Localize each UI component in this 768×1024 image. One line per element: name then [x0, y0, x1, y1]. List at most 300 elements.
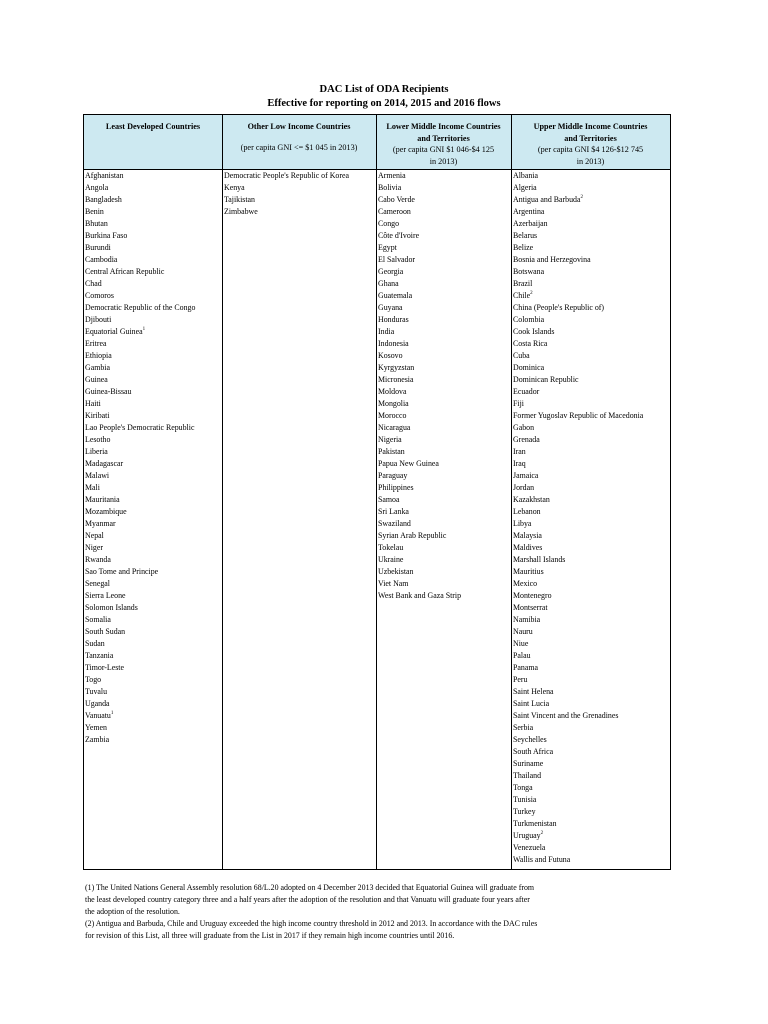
- country-item: [513, 722, 670, 734]
- country-item: [513, 554, 670, 566]
- country-name: Togo: [85, 675, 102, 684]
- country-item: [513, 446, 670, 458]
- country-item: [513, 290, 670, 302]
- country-name: Tunisia: [513, 795, 537, 804]
- country-name: South Africa: [513, 747, 554, 756]
- country-item: [513, 518, 670, 530]
- country-item: [378, 506, 511, 518]
- country-name: Micronesia: [378, 375, 414, 384]
- country-item: [378, 422, 511, 434]
- country-item: [513, 350, 670, 362]
- country-name: Cook Islands: [513, 327, 555, 336]
- country-item: [513, 434, 670, 446]
- country-item: [85, 446, 222, 458]
- country-item: [513, 206, 670, 218]
- country-item: [513, 590, 670, 602]
- country-name: Malaysia: [513, 531, 542, 540]
- country-name: Cambodia: [85, 255, 118, 264]
- country-item: [378, 350, 511, 362]
- country-item: [513, 482, 670, 494]
- country-item: [85, 374, 222, 386]
- country-item: [513, 302, 670, 314]
- country-name: Peru: [513, 675, 528, 684]
- country-item: [85, 170, 222, 182]
- country-name: Lao People's Democratic Republic: [85, 423, 195, 432]
- country-item: [378, 218, 511, 230]
- country-name: West Bank and Gaza Strip: [378, 591, 462, 600]
- country-name: Costa Rica: [513, 339, 548, 348]
- footnote-line: (1) The United Nations General Assembly resolution 68/L.20 adopted on 4 December 2013 decided that Equatorial Guinea will graduate from: [85, 883, 535, 892]
- country-name: Uzbekistan: [378, 567, 414, 576]
- country-item: [378, 242, 511, 254]
- country-item: [513, 410, 670, 422]
- country-item: [378, 278, 511, 290]
- country-name: Bangladesh: [85, 195, 122, 204]
- country-name: Guyana: [378, 303, 403, 312]
- country-item: [378, 470, 511, 482]
- country-item: [513, 338, 670, 350]
- country-item: [85, 242, 222, 254]
- country-name: China (People's Republic of): [513, 303, 605, 312]
- country-item: [85, 542, 222, 554]
- country-name: Solomon Islands: [85, 603, 138, 612]
- country-name: Sri Lanka: [378, 507, 409, 516]
- country-item: [85, 338, 222, 350]
- footnote-marker: 2: [580, 195, 583, 200]
- country-item: [513, 602, 670, 614]
- country-name: Mauritius: [513, 567, 544, 576]
- page-title: DAC List of ODA Recipients: [319, 84, 449, 95]
- country-item: [513, 386, 670, 398]
- country-name: Saint Vincent and the Grenadines: [513, 711, 619, 720]
- country-item: [378, 566, 511, 578]
- table-header: [84, 115, 670, 170]
- country-item: [85, 662, 222, 674]
- country-item: [85, 698, 222, 710]
- country-name: Bolivia: [378, 183, 402, 192]
- country-name: Ukraine: [378, 555, 404, 564]
- country-item: [513, 230, 670, 242]
- country-name: Papua New Guinea: [378, 459, 439, 468]
- country-item: [513, 542, 670, 554]
- country-item: [85, 566, 222, 578]
- country-name: Brazil: [513, 279, 533, 288]
- country-item: [85, 674, 222, 686]
- country-name: Democratic People's Republic of Korea: [224, 171, 349, 180]
- country-name: Argentina: [513, 207, 545, 216]
- country-item: [513, 242, 670, 254]
- header-lmic-threshold: (per capita GNI $1 046-$4 125: [392, 145, 495, 155]
- country-name: Cameroon: [378, 207, 411, 216]
- footnote-line: the least developed country category three and a half years after the adoption of the resolution and that Vanuatu will graduate four years after: [85, 895, 530, 904]
- country-name: Cabo Verde: [378, 195, 415, 204]
- country-item: [513, 782, 670, 794]
- country-item: [378, 182, 511, 194]
- country-item: [513, 698, 670, 710]
- country-item: [513, 314, 670, 326]
- country-name: Côte d'Ivoire: [378, 231, 420, 240]
- country-name: Gambia: [85, 363, 110, 372]
- country-item: [85, 326, 222, 338]
- country-item: [85, 530, 222, 542]
- country-name: Seychelles: [513, 735, 547, 744]
- country-name: Dominican Republic: [513, 375, 579, 384]
- country-name: Mauritania: [85, 495, 120, 504]
- country-item: [513, 374, 670, 386]
- country-name: Fiji: [513, 399, 524, 408]
- country-name: Turkmenistan: [513, 819, 557, 828]
- country-name: Morocco: [378, 411, 407, 420]
- country-item: [513, 686, 670, 698]
- country-item: [378, 446, 511, 458]
- country-name: Tonga: [513, 783, 533, 792]
- country-item: [85, 230, 222, 242]
- footnote-marker: 2: [540, 831, 544, 836]
- country-name: Timor-Leste: [85, 663, 125, 672]
- country-name: Albania: [513, 171, 538, 180]
- country-item: [85, 734, 222, 746]
- country-item: [378, 230, 511, 242]
- country-item: [513, 746, 670, 758]
- country-name: El Salvador: [378, 255, 416, 264]
- country-name: Eritrea: [85, 339, 107, 348]
- country-item: [85, 686, 222, 698]
- country-item: [513, 494, 670, 506]
- country-name: Viet Nam: [378, 579, 409, 588]
- country-name: Tokelau: [378, 543, 404, 552]
- country-name: Sao Tome and Principe: [85, 567, 159, 576]
- recipients-table: [83, 114, 671, 870]
- country-name: Rwanda: [85, 555, 111, 564]
- country-item: [513, 794, 670, 806]
- country-item: [513, 614, 670, 626]
- country-name: Myanmar: [85, 519, 116, 528]
- country-name: Malawi: [85, 471, 110, 480]
- country-name: Guinea-Bissau: [85, 387, 132, 396]
- country-name: Guatemala: [378, 291, 413, 300]
- header-lmic: [376, 115, 511, 169]
- header-lmic-threshold-year: in 2013): [429, 156, 458, 166]
- country-name: Lebanon: [513, 507, 541, 516]
- country-item: [513, 458, 670, 470]
- country-item: [224, 170, 376, 182]
- country-item: [378, 554, 511, 566]
- country-item: [85, 434, 222, 446]
- country-name: Samoa: [378, 495, 400, 504]
- country-item: [513, 362, 670, 374]
- country-name: Uganda: [85, 699, 110, 708]
- header-lmic-title: Lower Middle Income Countries: [386, 122, 501, 131]
- country-name: Pakistan: [378, 447, 405, 456]
- country-name: Chad: [85, 279, 102, 288]
- country-item: [85, 314, 222, 326]
- country-name: Vanuatu: [85, 711, 111, 720]
- header-olic-title: Other Low Income Countries: [247, 122, 351, 131]
- country-name: Kosovo: [378, 351, 403, 360]
- country-item: [378, 290, 511, 302]
- country-name: Turkey: [513, 807, 536, 816]
- country-name: Afghanistan: [85, 171, 124, 180]
- country-item: [513, 566, 670, 578]
- country-name: Chile: [513, 291, 531, 300]
- country-name: Angola: [85, 183, 109, 192]
- country-item: [378, 170, 511, 182]
- country-name: Burundi: [85, 243, 111, 252]
- country-item: [513, 398, 670, 410]
- country-item: [378, 266, 511, 278]
- country-item: [85, 302, 222, 314]
- country-name: Lesotho: [85, 435, 111, 444]
- country-name: Indonesia: [378, 339, 409, 348]
- country-item: [513, 170, 670, 182]
- country-item: [85, 602, 222, 614]
- country-item: [378, 518, 511, 530]
- country-name: Namibia: [513, 615, 541, 624]
- country-name: Benin: [85, 207, 104, 216]
- country-name: Colombia: [513, 315, 545, 324]
- country-item: [378, 458, 511, 470]
- country-item: [85, 398, 222, 410]
- country-name: Haiti: [85, 399, 101, 408]
- country-name: Yemen: [85, 723, 107, 732]
- country-name: Somalia: [85, 615, 111, 624]
- footnote-line: for revision of this List, all three will graduate from the List in 2017 if they remain high income countries until 2016.: [85, 931, 455, 940]
- country-item: [513, 422, 670, 434]
- country-item: [85, 710, 222, 722]
- country-name: Ethiopia: [85, 351, 112, 360]
- country-name: Grenada: [513, 435, 540, 444]
- country-name: Djibouti: [85, 315, 112, 324]
- country-name: Zambia: [85, 735, 110, 744]
- country-name: Sudan: [85, 639, 105, 648]
- country-item: [513, 626, 670, 638]
- country-item: [513, 830, 670, 842]
- header-olic: [222, 115, 376, 169]
- country-item: [513, 254, 670, 266]
- country-item: [85, 470, 222, 482]
- country-name: Equatorial Guinea: [85, 327, 143, 336]
- country-name: Paraguay: [378, 471, 408, 480]
- page-subtitle: Effective for reporting on 2014, 2015 and 2016 flows: [267, 98, 501, 109]
- country-item: [85, 518, 222, 530]
- umic-country-list: [512, 170, 670, 866]
- country-item: [85, 266, 222, 278]
- country-item: [85, 578, 222, 590]
- country-name: Dominica: [513, 363, 545, 372]
- country-item: [85, 722, 222, 734]
- country-item: [378, 254, 511, 266]
- country-item: [513, 326, 670, 338]
- country-name: Marshall Islands: [513, 555, 566, 564]
- header-lmic-title-2: and Territories: [417, 133, 470, 143]
- country-item: [378, 494, 511, 506]
- country-name: Moldova: [378, 387, 407, 396]
- country-name: Comoros: [85, 291, 114, 300]
- country-name: Tanzania: [85, 651, 114, 660]
- country-name: Nigeria: [378, 435, 402, 444]
- country-item: [224, 182, 376, 194]
- country-item: [85, 638, 222, 650]
- country-name: South Sudan: [85, 627, 126, 636]
- country-item: [513, 650, 670, 662]
- country-name: Belarus: [513, 231, 538, 240]
- country-item: [378, 194, 511, 206]
- country-name: Guinea: [85, 375, 108, 384]
- country-name: Mali: [85, 483, 100, 492]
- country-item: [378, 362, 511, 374]
- country-item: [378, 374, 511, 386]
- country-item: [378, 530, 511, 542]
- country-item: [513, 182, 670, 194]
- country-item: [378, 206, 511, 218]
- country-item: [224, 206, 376, 218]
- country-item: [513, 194, 670, 206]
- country-name: Antigua and Barbuda: [513, 195, 581, 204]
- country-name: Algeria: [513, 183, 537, 192]
- country-item: [378, 542, 511, 554]
- country-name: Ecuador: [513, 387, 540, 396]
- country-name: Gabon: [513, 423, 535, 432]
- country-item: [513, 506, 670, 518]
- country-name: Saint Helena: [513, 687, 554, 696]
- country-item: [513, 662, 670, 674]
- country-item: [85, 422, 222, 434]
- country-item: [85, 386, 222, 398]
- country-item: [85, 494, 222, 506]
- footnote-line: (2) Antigua and Barbuda, Chile and Uruguay exceeded the high income country threshold in 2012 and 2013. In accordance with the DAC rules: [85, 919, 538, 928]
- country-item: [378, 302, 511, 314]
- column-divider: [222, 115, 223, 869]
- header-umic-threshold-year: in 2013): [576, 156, 605, 166]
- country-item: [513, 842, 670, 854]
- country-item: [513, 530, 670, 542]
- country-name: Zimbabwe: [224, 207, 258, 216]
- country-item: [85, 458, 222, 470]
- country-item: [85, 362, 222, 374]
- country-item: [378, 482, 511, 494]
- country-name: Mozambique: [85, 507, 127, 516]
- country-name: Ghana: [378, 279, 399, 288]
- country-item: [513, 806, 670, 818]
- country-name: Tuvalu: [85, 687, 108, 696]
- header-ldc-title: Least Developed Countries: [105, 122, 201, 131]
- olic-country-list: [223, 170, 376, 218]
- country-item: [85, 350, 222, 362]
- country-item: [85, 194, 222, 206]
- country-item: [378, 398, 511, 410]
- country-item: [85, 218, 222, 230]
- country-item: [85, 482, 222, 494]
- country-name: Belize: [513, 243, 534, 252]
- country-item: [378, 410, 511, 422]
- country-item: [85, 254, 222, 266]
- country-name: Burkina Faso: [85, 231, 128, 240]
- country-name: Kiribati: [85, 411, 110, 420]
- header-umic-threshold: (per capita GNI $4 126-$12 745: [537, 145, 644, 155]
- country-item: [513, 278, 670, 290]
- ldc-country-list: [84, 170, 222, 746]
- country-name: Montenegro: [513, 591, 552, 600]
- country-name: Tajikistan: [224, 195, 256, 204]
- country-item: [85, 650, 222, 662]
- country-item: [513, 854, 670, 866]
- country-name: Kyrgyzstan: [378, 363, 415, 372]
- country-item: [513, 578, 670, 590]
- country-name: India: [378, 327, 395, 336]
- header-umic-title: Upper Middle Income Countries: [533, 122, 648, 131]
- country-name: Nauru: [513, 627, 533, 636]
- country-item: [85, 182, 222, 194]
- country-item: [378, 590, 511, 602]
- country-name: Jordan: [513, 483, 535, 492]
- country-name: Niger: [85, 543, 103, 552]
- country-name: Niue: [513, 639, 529, 648]
- country-name: Thailand: [513, 771, 542, 780]
- country-name: Iran: [513, 447, 526, 456]
- footnote-line: the adoption of the resolution.: [85, 907, 180, 916]
- header-umic-title-2: and Territories: [564, 133, 617, 143]
- country-name: Central African Republic: [85, 267, 165, 276]
- country-item: [85, 506, 222, 518]
- country-item: [513, 758, 670, 770]
- country-item: [513, 674, 670, 686]
- country-name: Congo: [378, 219, 400, 228]
- country-name: Palau: [513, 651, 531, 660]
- country-item: [513, 470, 670, 482]
- country-name: Serbia: [513, 723, 534, 732]
- country-name: Madagascar: [85, 459, 124, 468]
- country-item: [85, 590, 222, 602]
- country-name: Philippines: [378, 483, 414, 492]
- country-name: Venezuela: [513, 843, 546, 852]
- country-name: Uruguay: [513, 831, 541, 840]
- country-item: [224, 194, 376, 206]
- country-item: [378, 578, 511, 590]
- country-name: Bosnia and Herzegovina: [513, 255, 591, 264]
- country-name: Syrian Arab Republic: [378, 531, 447, 540]
- country-item: [378, 338, 511, 350]
- country-item: [378, 314, 511, 326]
- country-item: [85, 410, 222, 422]
- country-name: Azerbaijan: [513, 219, 548, 228]
- country-name: Former Yugoslav Republic of Macedonia: [513, 411, 644, 420]
- country-item: [513, 710, 670, 722]
- country-name: Cuba: [513, 351, 530, 360]
- lmic-country-list: [377, 170, 511, 602]
- footnotes: [85, 882, 645, 942]
- header-umic: [511, 115, 670, 169]
- country-name: Liberia: [85, 447, 108, 456]
- footnote-marker: 1: [142, 327, 146, 332]
- country-name: Swaziland: [378, 519, 411, 528]
- country-name: Libya: [513, 519, 532, 528]
- country-name: Kenya: [224, 183, 245, 192]
- country-name: Sierra Leone: [85, 591, 126, 600]
- country-name: Nicaragua: [378, 423, 411, 432]
- country-item: [513, 818, 670, 830]
- country-item: [85, 614, 222, 626]
- country-item: [513, 266, 670, 278]
- country-item: [378, 326, 511, 338]
- country-name: Mongolia: [378, 399, 409, 408]
- country-name: Senegal: [85, 579, 110, 588]
- country-item: [85, 290, 222, 302]
- country-name: Wallis and Futuna: [513, 855, 571, 864]
- country-item: [85, 626, 222, 638]
- country-item: [378, 386, 511, 398]
- country-item: [378, 434, 511, 446]
- header-olic-threshold: (per capita GNI <= $1 045 in 2013): [240, 142, 358, 152]
